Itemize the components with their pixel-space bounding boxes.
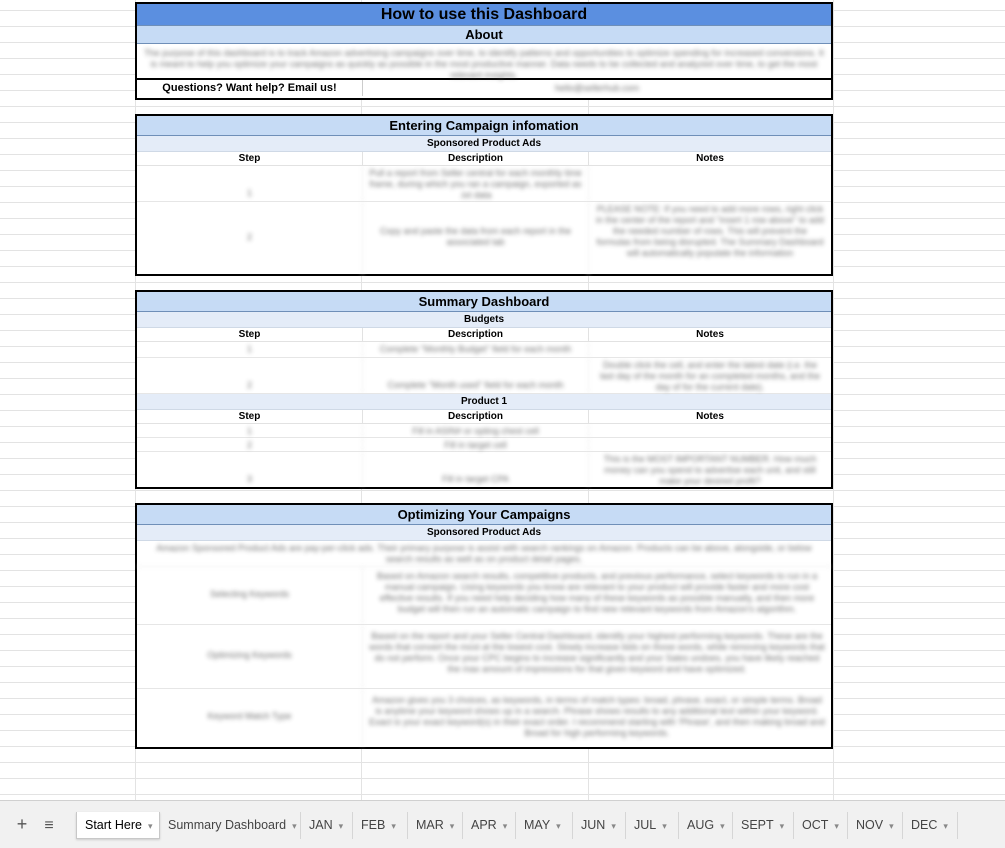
tab-menu-chevron-icon[interactable]: ▾: [556, 821, 561, 831]
notes-cell: [589, 166, 831, 201]
notes-cell: [589, 424, 831, 437]
tab-menu-chevron-icon[interactable]: ▾: [943, 821, 948, 831]
col-notes: Notes: [696, 329, 724, 340]
product-column-headers: [137, 410, 831, 424]
step-cell: 2: [137, 438, 363, 451]
tab-aug[interactable]: [679, 812, 733, 839]
about-heading: About: [137, 26, 831, 44]
tab-menu-chevron-icon[interactable]: ▾: [449, 821, 455, 831]
tab-label: AUG: [687, 818, 715, 832]
table-row[interactable]: [137, 342, 831, 358]
tab-menu-chevron-icon[interactable]: ▾: [147, 821, 153, 831]
table-row[interactable]: [137, 424, 831, 438]
tab-oct[interactable]: [794, 812, 848, 839]
entering-subhead: Sponsored Product Ads: [137, 136, 831, 152]
tab-label: MAY: [524, 818, 551, 832]
optimizing-title: Optimizing Your Campaigns: [137, 505, 831, 525]
budgets-subhead: Budgets: [137, 312, 831, 328]
tab-menu-chevron-icon[interactable]: ▾: [502, 821, 508, 831]
intro-section: [135, 2, 833, 100]
about-text: The purpose of this dashboard is to track Amazon advertising campaigns over time, to identify patterns and opportunities to optimize spending for increased conversions. It is meant to help you optimize your campaigns as quickly as possible in the most productive manner. Data needs to be collected and analyzed over time, to get the most relevant insights.: [144, 48, 824, 80]
tab-menu-chevron-icon[interactable]: ▾: [338, 821, 344, 831]
notes-cell: This is the MOST IMPORTANT NUMBER. How much money can you spend to advertise each unit, and still make your desired profit?: [603, 454, 817, 486]
tab-menu-chevron-icon[interactable]: ▾: [779, 821, 785, 831]
add-sheet-icon[interactable]: +: [16, 814, 28, 834]
tab-label: OCT: [802, 818, 829, 832]
tab-menu-chevron-icon[interactable]: ▾: [611, 821, 616, 831]
description-cell: Pull a report from Seller central for each monthly time frame, during which you ran a campaign, exported as .txt data: [363, 166, 589, 201]
tab-label: JUN: [581, 818, 606, 832]
topic-label: Selecting Keywords: [137, 567, 363, 624]
tab-jun[interactable]: [573, 812, 626, 839]
table-row[interactable]: [137, 689, 831, 747]
tab-dec[interactable]: [903, 812, 958, 839]
notes-cell: [589, 342, 831, 357]
tab-label: JUL: [634, 818, 657, 832]
topic-text: Amazon gives you 3 choices, as keywords, in terms of match types: broad, phrase, exact, or simple terms. Broad is anytime your keyword shows up in a search. Phrase shows results to any additional text within your keyword. Exact is your exact keyword(s) in their exact order. I recommend starting with 'Phrase', and then making broad and Broad for high performing keywords.: [369, 695, 825, 738]
contact-row: [137, 78, 831, 96]
budgets-column-headers: [137, 328, 831, 342]
tab-jul[interactable]: [626, 812, 679, 839]
description-cell: Complete "Month used" field for each month: [363, 358, 589, 393]
tab-start-here[interactable]: [76, 812, 160, 839]
tab-label: NOV: [856, 818, 884, 832]
entering-title: Entering Campaign infomation: [137, 116, 831, 136]
table-row[interactable]: [137, 202, 831, 276]
tab-menu-chevron-icon[interactable]: ▾: [292, 821, 297, 831]
tab-sept[interactable]: [733, 812, 794, 839]
contact-email[interactable]: hello@sellerhub.com: [554, 83, 640, 93]
description-cell: Fill in target cell: [363, 438, 589, 451]
summary-section: [135, 290, 833, 489]
optimizing-section: [135, 503, 833, 749]
table-row[interactable]: [137, 452, 831, 487]
optimizing-intro: Amazon Sponsored Product Ads are pay-per-click ads. Their primary purpose is assist with search rankings on Amazon. Products can be above, alongside, or below search results as well as on product detail pages.: [137, 541, 831, 567]
tab-label: FEB: [361, 818, 386, 832]
dashboard-title: How to use this Dashboard: [137, 4, 831, 26]
summary-title: Summary Dashboard: [137, 292, 831, 312]
description-cell: Copy and paste the data from each report in the associated tab: [363, 202, 589, 276]
entering-column-headers: [137, 152, 831, 166]
topic-text: Based on Amazon search results, competitive products, and previous performance, select keywords to run in a manual campaign. Using keywords you know are relevant to your product will provide faster and more cost effective results. If you need help deciding how many of these keywords as possible manually, and then more budget will then run an automatic campaign to find new relevant keywords from Amazon's algorithm.: [376, 571, 818, 614]
description-cell: Complete "Monthly Budget" field for each month: [363, 342, 589, 357]
topic-label: Keyword Match Type: [137, 689, 363, 747]
tab-label: MAR: [416, 818, 444, 832]
col-notes: Notes: [696, 411, 724, 422]
sheet-tab-bar: [0, 800, 1005, 848]
col-step: Step: [137, 328, 363, 341]
table-row[interactable]: [137, 567, 831, 625]
tab-apr[interactable]: [463, 812, 516, 839]
tab-menu-chevron-icon[interactable]: ▾: [391, 821, 396, 831]
tab-mar[interactable]: [408, 812, 463, 839]
tab-menu-chevron-icon[interactable]: ▾: [720, 821, 725, 831]
tab-label: Start Here: [85, 818, 142, 832]
tab-label: APR: [471, 818, 497, 832]
step-cell: 1: [137, 342, 363, 357]
product-subhead: Product 1: [137, 394, 831, 410]
tab-summary-dashboard[interactable]: [160, 812, 301, 839]
col-notes: Notes: [696, 153, 724, 164]
optimizing-subhead: Sponsored Product Ads: [137, 525, 831, 541]
tab-label: DEC: [911, 818, 938, 832]
step-cell: 2: [137, 358, 363, 393]
topic-text: Based on the report and your Seller Central Dashboard, identify your highest performing keywords. These are the words that convert the most at the lowest cost. Slowly increase bids on those words, while removing keywords that do not perform. Once your CPC begins to increase significantly and your Sales undoes, you have likely reached the max amount of impressions for that given keyword and have optimized.: [369, 631, 825, 674]
tab-label: JAN: [309, 818, 333, 832]
col-description: Description: [363, 152, 589, 165]
col-description: Description: [363, 410, 589, 423]
step-cell: 3: [137, 452, 363, 487]
notes-cell: PLEASE NOTE: If you need to add more rows, right click in the center of the report and "insert 1 row above" to add the needed number of rows. This will prevent the formulas from being disrupted. The Summary Dashboard will automatically populate the information: [595, 204, 825, 258]
step-cell: 1: [137, 424, 363, 437]
table-row[interactable]: [137, 358, 831, 394]
tab-menu-chevron-icon[interactable]: ▾: [889, 821, 894, 831]
tab-label: Summary Dashboard: [168, 818, 287, 832]
col-step: Step: [137, 152, 363, 165]
tab-feb[interactable]: [353, 812, 408, 839]
tab-menu-chevron-icon[interactable]: ▾: [834, 821, 839, 831]
tab-label: SEPT: [741, 818, 774, 832]
tab-jan[interactable]: [301, 812, 353, 839]
step-cell: 2: [137, 202, 363, 276]
description-cell: Fill in target CPA: [363, 452, 589, 487]
entering-section: [135, 114, 833, 276]
tab-nov[interactable]: [848, 812, 903, 839]
table-row[interactable]: [137, 438, 831, 452]
col-description: Description: [363, 328, 589, 341]
table-row[interactable]: [137, 625, 831, 689]
tab-menu-chevron-icon[interactable]: ▾: [662, 821, 667, 831]
tab-may[interactable]: [516, 812, 573, 839]
notes-cell: Double click the cell, and enter the latest date (i.e. the last day of the month for an completed months, and the day of for the current date).: [599, 360, 821, 392]
topic-label: Optimizing Keywords: [137, 625, 363, 688]
all-sheets-icon[interactable]: ≡: [44, 817, 54, 834]
table-row[interactable]: [137, 166, 831, 202]
questions-label: Questions? Want help? Email us!: [137, 80, 363, 96]
notes-cell: [589, 438, 831, 451]
description-cell: Fill in ASIN# or opting chest cell: [363, 424, 589, 437]
col-step: Step: [137, 410, 363, 423]
step-cell: 1: [137, 166, 363, 201]
